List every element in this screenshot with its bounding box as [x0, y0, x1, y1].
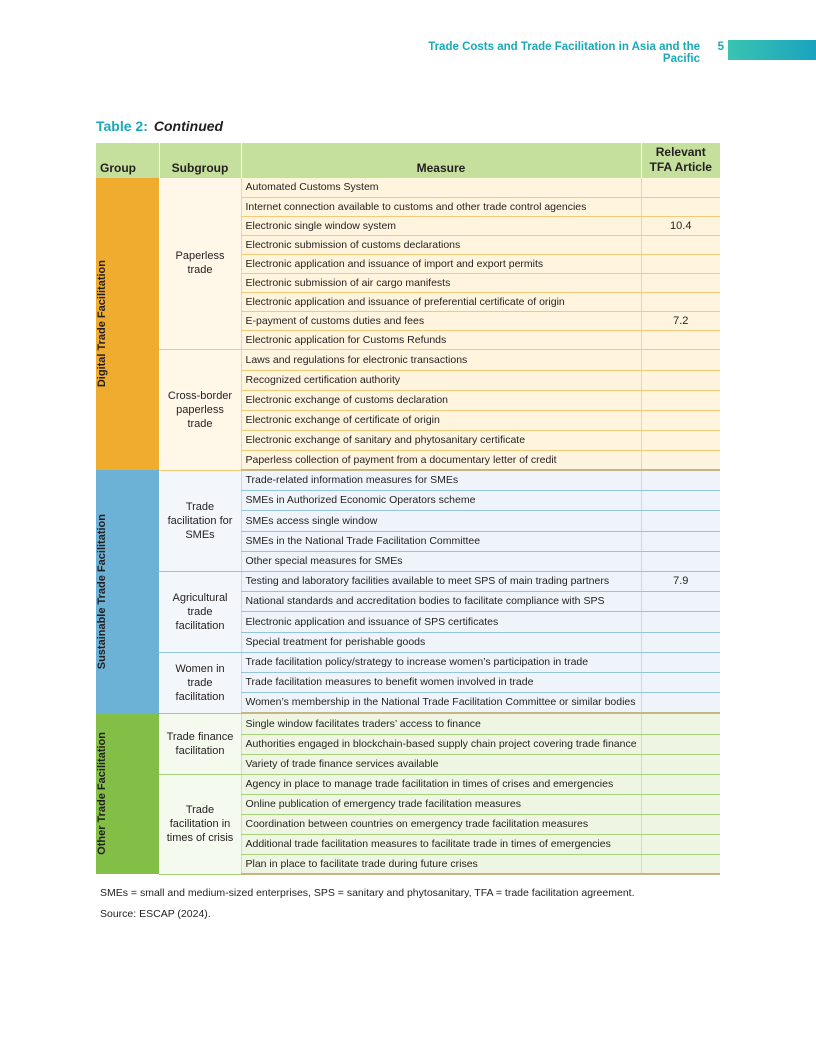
group-cell — [96, 470, 159, 713]
measure-cell: Electronic submission of customs declarations — [241, 235, 641, 254]
table-row — [96, 713, 720, 734]
group-label: Other Trade Facilitation — [96, 732, 108, 855]
article-cell — [641, 854, 720, 874]
measure-cell: SMEs in Authorized Economic Operators scheme — [241, 490, 641, 510]
measure-cell: Internet connection available to customs and other trade control agencies — [241, 197, 641, 216]
measure-cell: Other special measures for SMEs — [241, 551, 641, 571]
article-cell — [641, 470, 720, 490]
table-body — [96, 178, 720, 874]
article-cell — [641, 672, 720, 692]
table-row — [96, 470, 720, 490]
measure-cell: Paperless collection of payment from a documentary letter of credit — [241, 450, 641, 470]
article-cell — [641, 510, 720, 531]
column-header-group: Group — [96, 143, 159, 178]
measure-cell: Additional trade facilitation measures to facilitate trade in times of emergencies — [241, 834, 641, 854]
table-row — [96, 652, 720, 672]
table-header-row — [96, 143, 720, 178]
measure-cell: Electronic exchange of certificate of origin — [241, 410, 641, 430]
subgroup-cell: Trade facilitation for SMEs — [159, 470, 241, 571]
article-cell — [641, 551, 720, 571]
measure-cell: SMEs in the National Trade Facilitation Committee — [241, 531, 641, 551]
article-cell — [641, 197, 720, 216]
article-cell — [641, 754, 720, 774]
measure-cell: Variety of trade finance services available — [241, 754, 641, 774]
subgroup-cell: Paperless trade — [159, 178, 241, 349]
article-cell — [641, 349, 720, 370]
table-footnote: SMEs = small and medium-sized enterprises, SPS = sanitary and phytosanitary, TFA = trade facilitation agreement. — [100, 887, 635, 899]
group-cell — [96, 178, 159, 470]
table-row — [96, 774, 720, 794]
measure-cell: Women’s membership in the National Trade Facilitation Committee or similar bodies — [241, 692, 641, 713]
article-cell — [641, 254, 720, 273]
article-cell — [641, 652, 720, 672]
table-caption — [96, 118, 223, 134]
measure-cell: Agency in place to manage trade facilitation in times of crises and emergencies — [241, 774, 641, 794]
article-cell — [641, 814, 720, 834]
article-cell — [641, 292, 720, 311]
article-cell — [641, 531, 720, 551]
table-row — [96, 349, 720, 370]
measure-cell: Electronic application and issuance of preferential certificate of origin — [241, 292, 641, 311]
article-cell — [641, 774, 720, 794]
subgroup-cell: Women in trade facilitation — [159, 652, 241, 713]
page-number: 5 — [717, 41, 724, 53]
article-cell: 7.9 — [641, 571, 720, 591]
group-label: Digital Trade Facilitation — [96, 260, 108, 388]
measure-cell: National standards and accreditation bodies to facilitate compliance with SPS — [241, 591, 641, 611]
measure-cell: Automated Customs System — [241, 178, 641, 197]
article-cell — [641, 490, 720, 510]
column-header-article — [641, 143, 720, 178]
article-cell: 7.2 — [641, 311, 720, 330]
measure-cell: Electronic exchange of sanitary and phytosanitary certificate — [241, 430, 641, 450]
column-header-article-line1: Relevant — [655, 145, 706, 159]
article-cell — [641, 734, 720, 754]
measure-cell: Electronic single window system — [241, 216, 641, 235]
article-cell — [641, 390, 720, 410]
subgroup-cell: Agricultural trade facilitation — [159, 571, 241, 652]
header-accent-bar — [728, 40, 816, 60]
measure-cell: Electronic application and issuance of SPS certificates — [241, 611, 641, 632]
article-cell: 10.4 — [641, 216, 720, 235]
article-cell — [641, 410, 720, 430]
article-cell — [641, 450, 720, 470]
subgroup-cell: Trade facilitation in times of crisis — [159, 774, 241, 874]
article-cell — [641, 692, 720, 713]
running-header-title: Trade Costs and Trade Facilitation in Asia and the Pacific — [428, 41, 700, 65]
article-cell — [641, 235, 720, 254]
column-header-article-line2: TFA Article — [649, 160, 712, 174]
measure-cell: Testing and laboratory facilities available to meet SPS of main trading partners — [241, 571, 641, 591]
measure-cell: SMEs access single window — [241, 510, 641, 531]
measure-cell: Coordination between countries on emergency trade facilitation measures — [241, 814, 641, 834]
measure-cell: E-payment of customs duties and fees — [241, 311, 641, 330]
measure-cell: Special treatment for perishable goods — [241, 632, 641, 652]
article-cell — [641, 713, 720, 734]
article-cell — [641, 632, 720, 652]
article-cell — [641, 430, 720, 450]
measure-cell: Recognized certification authority — [241, 370, 641, 390]
table-caption-label: Table 2: — [96, 118, 148, 134]
table-source: Source: ESCAP (2024). — [100, 908, 211, 920]
measure-cell: Electronic application and issuance of import and export permits — [241, 254, 641, 273]
measure-cell: Trade-related information measures for SMEs — [241, 470, 641, 490]
article-cell — [641, 591, 720, 611]
group-label: Sustainable Trade Facilitation — [96, 513, 108, 670]
group-cell — [96, 713, 159, 874]
measure-cell: Authorities engaged in blockchain-based supply chain project covering trade finance — [241, 734, 641, 754]
article-cell — [641, 370, 720, 390]
measure-cell: Laws and regulations for electronic transactions — [241, 349, 641, 370]
subgroup-cell: Trade finance facilitation — [159, 713, 241, 774]
measure-cell: Electronic application for Customs Refunds — [241, 330, 641, 349]
measure-cell: Electronic exchange of customs declaration — [241, 390, 641, 410]
article-cell — [641, 273, 720, 292]
measure-cell: Trade facilitation measures to benefit women involved in trade — [241, 672, 641, 692]
subgroup-cell: Cross-border paperless trade — [159, 349, 241, 470]
column-header-subgroup: Subgroup — [159, 143, 241, 178]
measure-cell: Electronic submission of air cargo manifests — [241, 273, 641, 292]
table-row — [96, 178, 720, 197]
trade-facilitation-table — [96, 143, 720, 875]
table-caption-text: Continued — [153, 118, 224, 134]
measure-cell: Plan in place to facilitate trade during future crises — [241, 854, 641, 874]
article-cell — [641, 834, 720, 854]
article-cell — [641, 330, 720, 349]
measure-cell: Online publication of emergency trade facilitation measures — [241, 794, 641, 814]
article-cell — [641, 178, 720, 197]
measure-cell: Single window facilitates traders’ access to finance — [241, 713, 641, 734]
article-cell — [641, 794, 720, 814]
table-row — [96, 571, 720, 591]
article-cell — [641, 611, 720, 632]
column-header-measure: Measure — [241, 143, 641, 178]
measure-cell: Trade facilitation policy/strategy to increase women’s participation in trade — [241, 652, 641, 672]
